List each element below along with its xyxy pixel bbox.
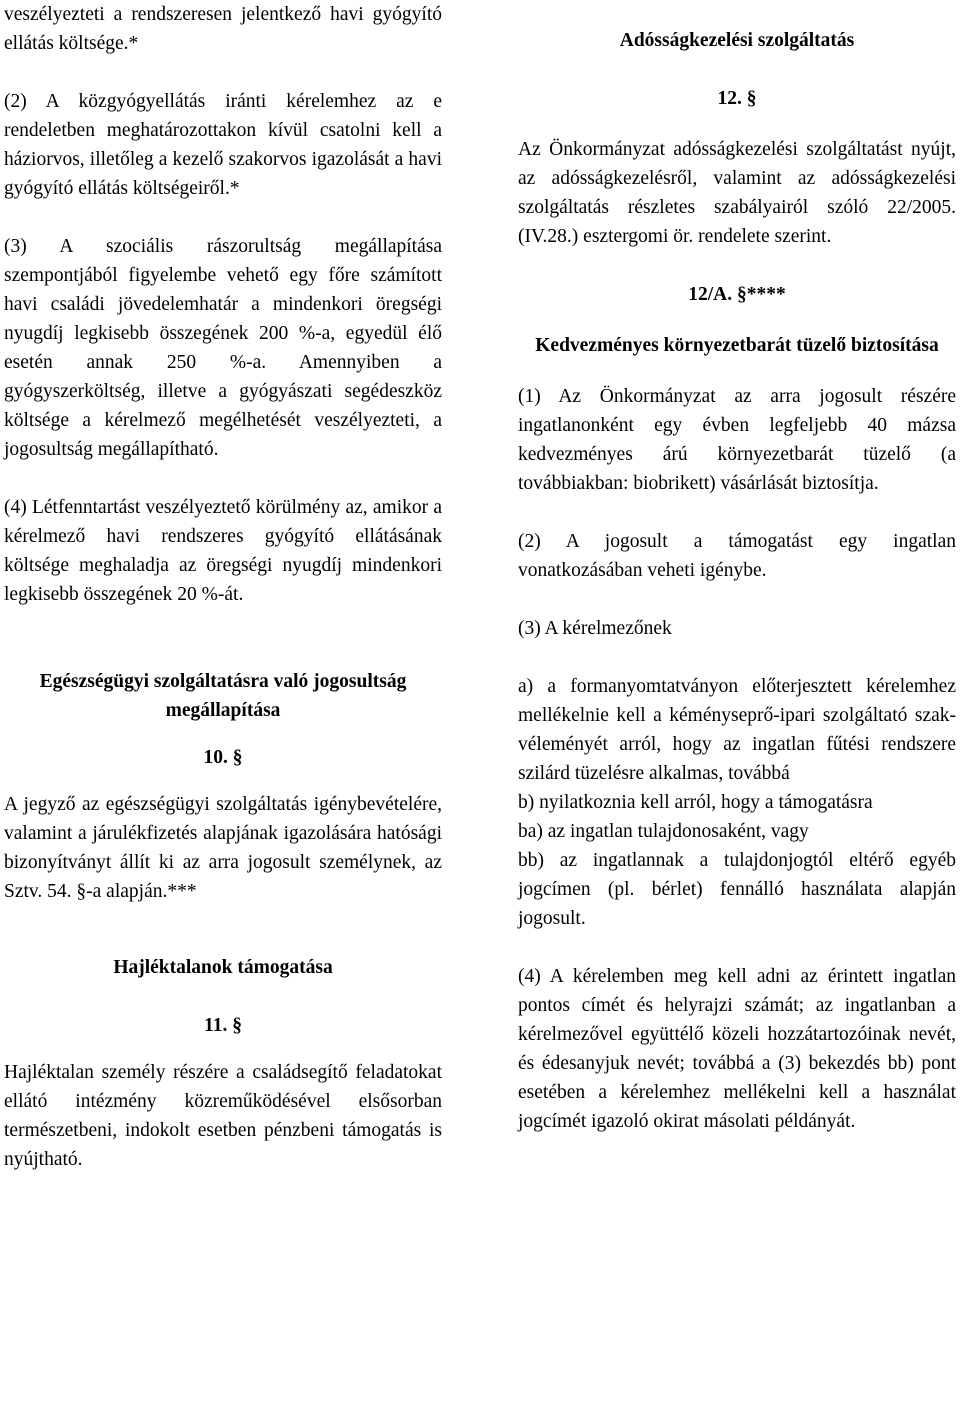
section-11-number: 11. § xyxy=(204,1015,242,1036)
paragraph-12a-4: (4) A kérelemben meg kell adni az érintett ingatlan pontos címét és helyrajzi számát; az ingatlanban a kérelmezővel együttélő közeli hozzátartozóinak nevét, és édesanyjuk nevét; továbbá a (3) bekezdés bb) pont esetében a kérelemhez mellékelni kell a használat jogcímét igazoló okirat másolati példányát. xyxy=(518,966,956,1132)
paragraph-section-10: A jegyző az egészségügyi szolgáltatás igénybevételére, valamint a járulékfizetés alapjának igazolására hatósági bizonyítványt állít ki az arra jogosult személynek, az Sztv. 54. §-a alapján.*** xyxy=(4,794,442,902)
heading-debt-management: Adósságkezelési szolgáltatás xyxy=(619,30,855,51)
paragraph-12a-3-intro: (3) A kérelmezőnek xyxy=(518,618,672,639)
spacer xyxy=(4,935,442,953)
left-column xyxy=(4,0,442,1174)
paragraph-12a-2: (2) A jogosult a támogatást egy ingatlan vonatkozásában veheti igénybe. xyxy=(518,531,956,581)
spacer xyxy=(518,55,956,84)
paragraph-12a-1: (1) Az Önkormányzat az arra jogosult részére ingatlanonként egy évben legfeljebb 40 mázsa kedvezményes árú környezetbarát tüzelő (a továbbiakban: biobrikett) vásárlását biztosítja. xyxy=(518,386,956,494)
section-12a-number: 12/A. §**** xyxy=(688,284,786,305)
spacer xyxy=(518,0,956,26)
spacer xyxy=(518,113,956,135)
paragraph-continuation: veszélyezteti a rendszeresen jelentkező havi gyógyító ellátás költsége.* xyxy=(4,4,442,54)
paragraph-12a-3-b: b) nyilatkoznia kell arról, hogy a támogatásra xyxy=(518,792,873,813)
spacer xyxy=(4,1040,442,1058)
paragraph-3: (3) A szociális rászorultság megállapítása szempontjából figyelembe vehető egy főre számított havi családi jövedelemhatár a mindenkori öregségi nyugdíj legkisebb összegének 200 %-a, egyedül élő esetén annak 250 %-a. Amennyiben a gyógyszerköltség, illetve a gyógyászati segédeszköz költsége a kérelmező megélhetését veszélyezteti, a jogosultság megállapítható. xyxy=(4,236,442,460)
spacer xyxy=(4,772,442,790)
right-column xyxy=(518,0,956,1136)
paragraph-12a-3-ba: ba) az ingatlan tulajdonosaként, vagy xyxy=(518,821,809,842)
paragraph-4: (4) Létfenntartást veszélyeztető körülmény az, amikor a kérelmező havi rendszeres gyógyító ellátásának költsége meghaladja az öregségi nyugdíj mindenkori legkisebb összegének 20 %-át. xyxy=(4,497,442,605)
spacer xyxy=(518,360,956,382)
section-12-number: 12. § xyxy=(717,88,757,109)
heading-health-service: Egészségügyi szolgáltatásra való jogosultság megállapítása xyxy=(39,671,407,721)
heading-homeless-support: Hajléktalanok támogatása xyxy=(113,957,333,978)
paragraph-section-12: Az Önkormányzat adósságkezelési szolgáltatást nyújt, az adósságkezelésről, valamint az adósságkezelési szolgáltatás részletes szabályairól szóló 22/2005.(IV.28.) esztergomi ör. rendelete szerint. xyxy=(518,139,956,247)
heading-eco-fuel: Kedvezményes környezetbarát tüzelő biztosítása xyxy=(535,335,939,356)
spacer xyxy=(4,982,442,1011)
paragraph-2: (2) A közgyógyellátás iránti kérelemhez az e rendeletben meghatározottakon kívül csatolni kell a háziorvos, illetőleg a kezelő szakorvos igazolását a havi gyógyító ellátás költségeiről.* xyxy=(4,91,442,199)
spacer xyxy=(4,725,442,743)
paragraph-section-11: Hajléktalan személy részére a családsegítő feladatokat ellátó intézmény közreműködésével elsősorban természetbeni, indokolt esetben pénzbeni támogatás is nyújtható. xyxy=(4,1062,442,1170)
spacer xyxy=(518,309,956,331)
paragraph-12a-3-bb: bb) az ingatlannak a tulajdonjogtól eltérő egyéb jogcímen (pl. bérlet) fennálló használata alapján jogosult. xyxy=(518,850,956,929)
section-10-number: 10. § xyxy=(203,747,243,768)
spacer xyxy=(4,638,442,667)
paragraph-12a-3-a: a) a formanyomtatványon előterjesztett kérelemhez mellékelnie kell a kéményseprő-ipari szolgáltató szak-véleményét arról, hogy az ingatlan fűtési rendszere szilárd tüzelésre alkalmas, továbbá xyxy=(518,676,956,784)
